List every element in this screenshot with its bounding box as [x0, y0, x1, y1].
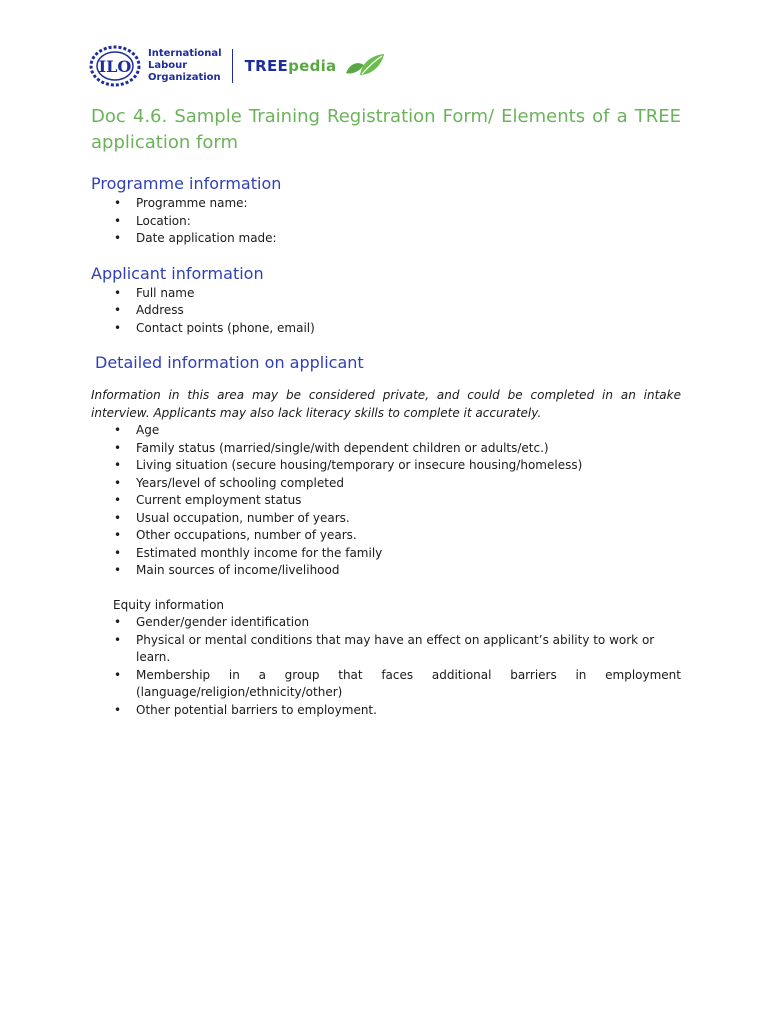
membership-line-2: (language/religion/ethnicity/other)	[136, 685, 343, 699]
list-item-membership	[91, 667, 681, 702]
list-item: • Other potential barriers to employment.	[91, 702, 681, 720]
list-item: • Main sources of income/livelihood	[91, 562, 681, 580]
ilo-emblem-icon	[88, 44, 142, 88]
list-item: • Age	[91, 422, 681, 440]
organization-name-line: International	[148, 48, 222, 59]
page-header	[88, 44, 386, 88]
document-title: Doc 4.6. Sample Training Registration Form/ Elements of a TREE application form	[91, 106, 681, 153]
brand-part-pedia: pedia	[288, 57, 337, 75]
document-body	[91, 104, 681, 719]
list-item: • Other occupations, number of years.	[91, 527, 681, 545]
list-item: • Contact points (phone, email)	[91, 320, 681, 338]
organization-name	[148, 48, 222, 84]
programme-list	[91, 195, 681, 248]
programme-heading: Programme information	[91, 174, 282, 193]
list-item: • Programme name:	[91, 195, 681, 213]
list-item: • Location:	[91, 213, 681, 231]
list-item: • Estimated monthly income for the family	[91, 545, 681, 563]
organization-name-line: Organization	[148, 72, 221, 83]
list-item: • Years/level of schooling completed	[91, 475, 681, 493]
ilo-emblem-letters: ILO	[98, 57, 132, 76]
list-item: • Gender/gender identification	[91, 614, 681, 632]
membership-line-1: • Membership in a group that faces additional barriers in employment	[136, 667, 681, 682]
equity-list	[91, 614, 681, 719]
detailed-heading: Detailed information on applicant	[95, 353, 364, 372]
detailed-list	[91, 422, 681, 580]
leaf-icon	[342, 51, 386, 81]
list-item: • Date application made:	[91, 230, 681, 248]
list-item: • Address	[91, 302, 681, 320]
treepedia-wordmark	[245, 57, 337, 75]
list-item: • Family status (married/single/with dependent children or adults/etc.)	[91, 440, 681, 458]
equity-label: Equity information	[113, 597, 225, 612]
header-divider	[232, 49, 233, 83]
list-item: • Living situation (secure housing/temporary or insecure housing/homeless)	[91, 457, 681, 475]
brand-part-tree: TREE	[244, 57, 289, 75]
applicant-heading: Applicant information	[91, 263, 264, 283]
applicant-list	[91, 285, 681, 338]
privacy-note: Information in this area may be considered private, and could be completed in an intake interview. Applicants may also lack literacy skills to complete it accurately.	[91, 388, 681, 420]
organization-name-line: Labour	[148, 60, 188, 71]
list-item: • Usual occupation, number of years.	[91, 510, 681, 528]
list-item: • Full name	[91, 285, 681, 303]
list-item: • Physical or mental conditions that may have an effect on applicant’s ability to work or learn.	[91, 632, 681, 667]
list-item: • Current employment status	[91, 492, 681, 510]
